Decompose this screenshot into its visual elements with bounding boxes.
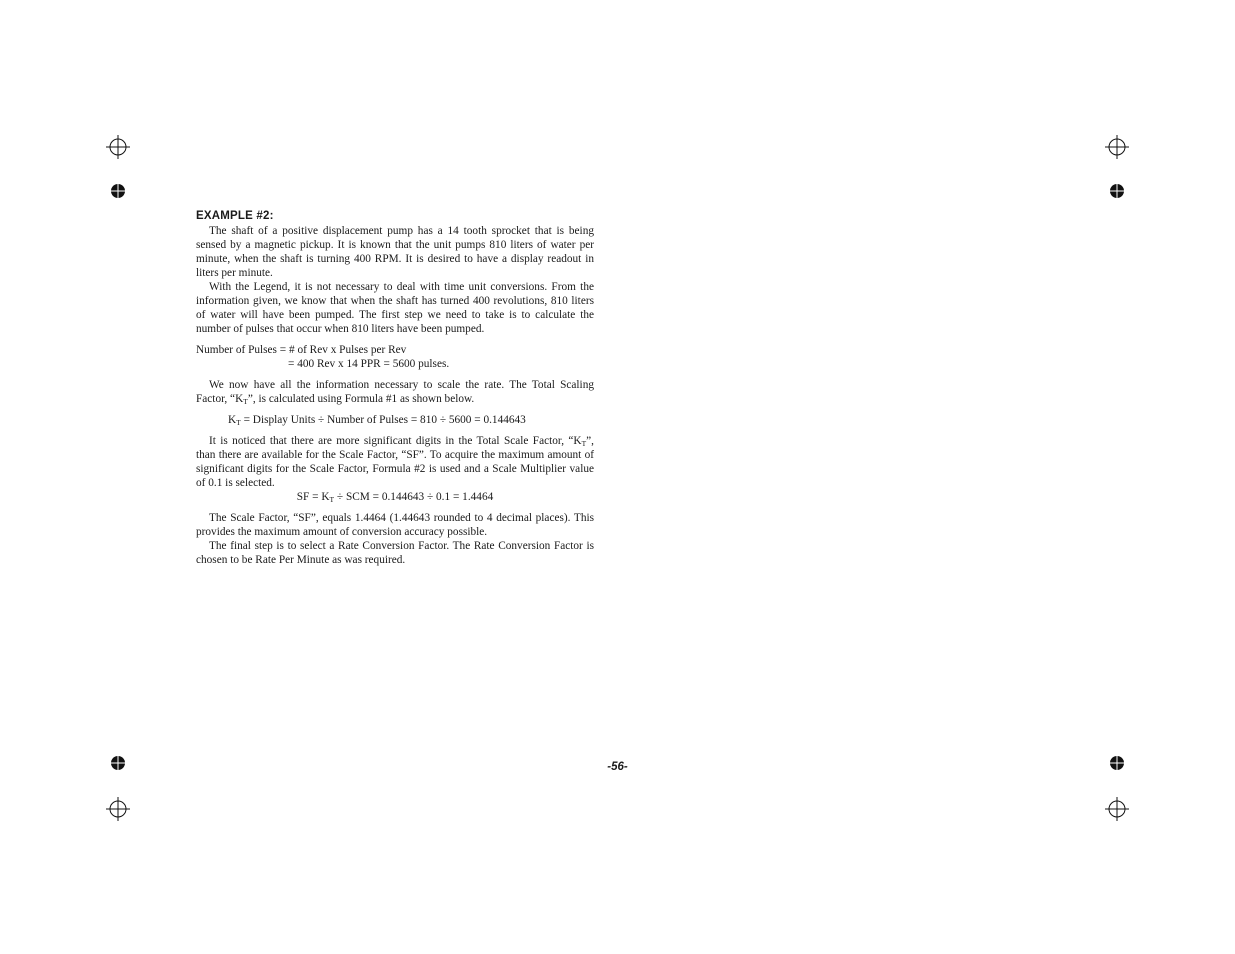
paragraph-total-scaling-factor: We now have all the information necessary to scale the rate. The Total Scaling Factor, “$K_T$”, is calculated using Formula #1 as shown below. <box>196 379 594 406</box>
registration-dot-icon <box>1110 184 1124 198</box>
kt-equation: $K_T$ = Display Units ÷ Number of Pulses = 810 ÷ 5600 = 0.144643 <box>228 414 526 427</box>
registration-crosshair-icon <box>106 135 130 159</box>
paragraph-significant-digits: It is noticed that there are more significant digits in the Total Scale Factor, “$K_T$”, than there are available for the Scale Factor, “SF”. To acquire the maximum amount of significant digits for the Scale Factor, Formula #2 is used and a Scale Multiplier value of 0.1 is selected. <box>196 435 594 489</box>
paragraph-legend-conversion: With the Legend, it is not necessary to deal with time unit conversions. From the information given, we know that when the shaft has turned 400 revolutions, 810 liters of water will have been pumped. The first step we need to take is to calculate the number of pulses that occur when 810 liters have been pumped. <box>196 281 594 335</box>
paragraph-pump-description: The shaft of a positive displacement pump has a 14 tooth sprocket that is being sensed by a magnetic pickup. It is known that the unit pumps 810 liters of water per minute, when the shaft is turning 400 RPM. It is desired to have a display readout in liters per minute. <box>196 225 594 279</box>
page-content <box>196 209 594 567</box>
example-heading: EXAMPLE #2: <box>196 210 274 222</box>
paragraph-scale-factor-result: The Scale Factor, “SF”, equals 1.4464 (1.44643 rounded to 4 decimal places). This provides the maximum amount of conversion accuracy possible. <box>196 512 594 538</box>
registration-crosshair-icon <box>1105 797 1129 821</box>
registration-crosshair-icon <box>1105 135 1129 159</box>
registration-dot-icon <box>111 184 125 198</box>
page-number: -56- <box>607 761 628 773</box>
registration-crosshair-icon <box>106 797 130 821</box>
pulses-equation-line-1: Number of Pulses = # of Rev x Pulses per Rev <box>196 344 407 356</box>
pulses-equation-line-2: = 400 Rev x 14 PPR = 5600 pulses. <box>288 358 450 370</box>
sf-equation: SF = $K_T$ ÷ SCM = 0.144643 ÷ 0.1 = 1.4464 <box>296 491 494 504</box>
paragraph-rate-conversion: The final step is to select a Rate Conversion Factor. The Rate Conversion Factor is chosen to be Rate Per Minute as was required. <box>196 540 594 566</box>
